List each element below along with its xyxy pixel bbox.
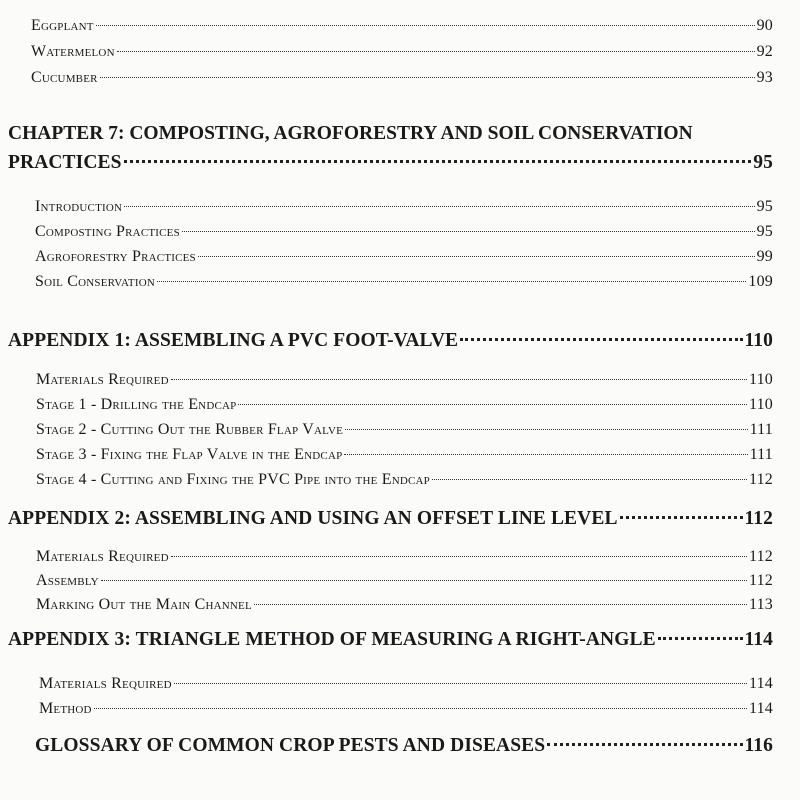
toc-entry-page: 109	[748, 273, 773, 290]
toc-entry-page: 92	[756, 43, 773, 60]
toc-entry-title: Materials Required	[36, 548, 169, 565]
toc-entry-agroforestry[interactable]	[35, 248, 773, 266]
toc-entry-eggplant[interactable]	[31, 17, 773, 35]
dot-leader	[254, 604, 747, 605]
chapter-7-title[interactable]: CHAPTER 7: COMPOSTING, AGROFORESTRY AND SOIL CONSERVATION	[8, 123, 693, 144]
toc-entry-page: 111	[749, 421, 773, 438]
appendix-3-page: 114	[744, 629, 773, 650]
toc-entry-page: 112	[748, 548, 773, 565]
toc-entry-a3-method[interactable]	[39, 700, 773, 718]
toc-entry-title: Stage 2 - Cutting Out the Rubber Flap Valve	[36, 421, 344, 438]
chapter-7-title-cont: PRACTICES	[8, 152, 122, 173]
toc-entry-a1-materials[interactable]	[36, 371, 773, 389]
toc-entry-a2-assembly[interactable]	[36, 572, 773, 590]
toc-entry-page: 112	[748, 572, 773, 589]
dot-leader	[547, 743, 742, 746]
appendix-3-title: APPENDIX 3: TRIANGLE METHOD OF MEASURING A RIGHT-ANGLE	[8, 629, 656, 650]
toc-entry-a3-materials[interactable]	[39, 675, 773, 693]
dot-leader	[460, 338, 742, 341]
toc-entry-page: 114	[748, 675, 773, 692]
dot-leader	[432, 479, 747, 480]
toc-entry-title: Agroforestry Practices	[35, 248, 196, 265]
toc-entry-title: Materials Required	[39, 675, 172, 692]
toc-entry-cucumber[interactable]	[31, 69, 773, 87]
toc-entry-title: Stage 3 - Fixing the Flap Valve in the Endcap	[36, 446, 343, 463]
dot-leader	[345, 429, 747, 430]
appendix-2-page: 112	[744, 508, 773, 529]
appendix-2-heading[interactable]	[8, 508, 773, 530]
toc-entry-title: Cucumber	[31, 69, 98, 86]
dot-leader	[238, 404, 747, 405]
toc-entry-title: Introduction	[35, 198, 123, 215]
dot-leader	[101, 580, 747, 581]
dot-leader	[96, 25, 755, 26]
toc-entry-page: 95	[756, 223, 773, 240]
chapter-7-heading[interactable]	[8, 152, 773, 174]
toc-entry-page: 113	[748, 596, 773, 613]
dot-leader	[658, 637, 743, 640]
toc-entry-title: Soil Conservation	[35, 273, 155, 290]
toc-entry-a2-marking[interactable]	[36, 596, 773, 614]
toc-entry-a1-stage4[interactable]	[36, 471, 773, 489]
toc-entry-page: 112	[748, 471, 773, 488]
dot-leader	[100, 77, 755, 78]
appendix-1-page: 110	[744, 330, 773, 351]
toc-entry-page: 114	[748, 700, 773, 717]
appendix-1-heading[interactable]	[8, 330, 773, 352]
toc-entry-a1-stage2[interactable]	[36, 421, 773, 439]
toc-entry-a2-materials[interactable]	[36, 548, 773, 566]
dot-leader	[124, 160, 752, 163]
toc-entry-soil-conservation[interactable]	[35, 273, 773, 291]
toc-entry-title: Marking Out the Main Channel	[36, 596, 252, 613]
toc-entry-page: 111	[749, 446, 773, 463]
glossary-page: 116	[744, 735, 773, 756]
dot-leader	[117, 51, 755, 52]
dot-leader	[344, 454, 747, 455]
toc-entry-introduction[interactable]	[35, 198, 773, 216]
chapter-7-page: 95	[753, 152, 773, 173]
glossary-heading[interactable]	[35, 735, 773, 757]
dot-leader	[124, 206, 754, 207]
toc-entry-title: Stage 4 - Cutting and Fixing the PVC Pipe into the Endcap	[36, 471, 430, 488]
toc-entry-page: 110	[748, 371, 773, 388]
dot-leader	[198, 256, 755, 257]
toc-entry-title: Eggplant	[31, 17, 94, 34]
toc-entry-page: 99	[756, 248, 773, 265]
dot-leader	[182, 231, 755, 232]
toc-entry-watermelon[interactable]	[31, 43, 773, 61]
toc-entry-title: Composting Practices	[35, 223, 180, 240]
dot-leader	[157, 281, 746, 282]
toc-entry-page: 93	[756, 69, 773, 86]
toc-entry-title: Assembly	[36, 572, 99, 589]
dot-leader	[94, 708, 747, 709]
toc-entry-page: 110	[748, 396, 773, 413]
toc-entry-composting[interactable]	[35, 223, 773, 241]
toc-entry-page: 90	[756, 17, 773, 34]
appendix-1-title: APPENDIX 1: ASSEMBLING A PVC FOOT-VALVE	[8, 330, 459, 351]
toc-entry-a1-stage3[interactable]	[36, 446, 773, 464]
dot-leader	[171, 556, 747, 557]
appendix-3-heading[interactable]	[8, 629, 773, 651]
toc-entry-page: 95	[756, 198, 773, 215]
toc-entry-a1-stage1[interactable]	[36, 396, 773, 414]
dot-leader	[171, 379, 747, 380]
glossary-title: GLOSSARY OF COMMON CROP PESTS AND DISEASES	[35, 735, 546, 756]
dot-leader	[620, 516, 743, 519]
toc-entry-title: Stage 1 - Drilling the Endcap	[36, 396, 237, 413]
toc-entry-title: Materials Required	[36, 371, 169, 388]
dot-leader	[174, 683, 747, 684]
toc-entry-title: Watermelon	[31, 43, 115, 60]
toc-entry-title: Method	[39, 700, 92, 717]
appendix-2-title: APPENDIX 2: ASSEMBLING AND USING AN OFFSET LINE LEVEL	[8, 508, 618, 529]
